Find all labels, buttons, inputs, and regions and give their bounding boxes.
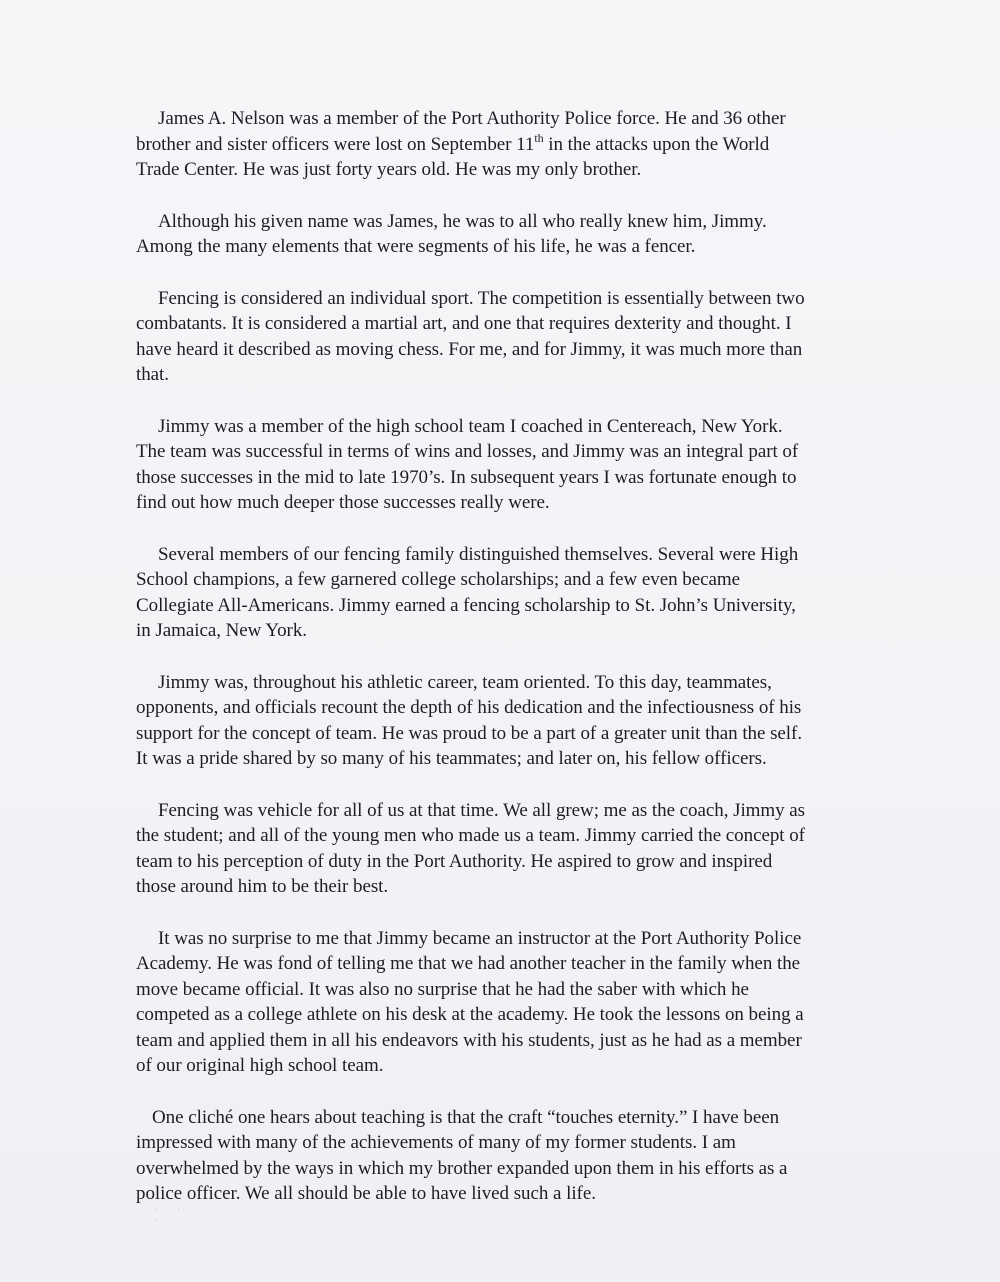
scan-speck: · · · — [155, 1205, 189, 1227]
paragraph-9 — [136, 1105, 850, 1227]
text-line: Several members of our fencing family distinguished themselves. Several were High — [158, 543, 799, 565]
text-line: the student; and all of the young men who made us a team. Jimmy carried the concept of — [136, 825, 805, 846]
text-line: Academy. He was fond of telling me that we had another teacher in the family when the — [136, 953, 801, 974]
text-line: Jimmy was a member of the high school team I coached in Centereach, New York. — [158, 415, 783, 437]
text-line-with-superscript — [136, 132, 850, 158]
text-line: police officer. We all should be able to have lived such a life. — [136, 1183, 596, 1204]
text-line: impressed with many of the achievements of many of my former students. I am — [136, 1132, 736, 1153]
text-line: have heard it described as moving chess. For me, and for Jimmy, it was much more than — [136, 338, 803, 360]
paragraph-7 — [136, 798, 850, 900]
text-line: combatants. It is considered a martial art, and one that requires dexterity and thought. I — [136, 313, 792, 334]
text-segment: in the attacks upon the World — [543, 133, 770, 155]
text-line: Although his given name was James, he was to all who really knew him, Jimmy. — [158, 210, 767, 232]
paragraph-1 — [136, 106, 850, 183]
text-segment: brother and sister officers were lost on September 11 — [136, 133, 535, 155]
text-line: overwhelmed by the ways in which my brother expanded upon them in his efforts as a — [136, 1157, 788, 1179]
text-line: Among the many elements that were segments of his life, he was a fencer. — [136, 236, 696, 257]
ordinal-superscript: th — [534, 130, 544, 145]
paragraph-8 — [136, 926, 850, 1079]
text-line: Fencing is considered an individual sport. The competition is essentially between two — [158, 287, 805, 309]
text-line: School champions, a few garnered college scholarships; and a few even became — [136, 569, 740, 590]
text-line: One cliché one hears about teaching is that the craft “touches eternity.” I have been — [152, 1106, 780, 1128]
text-line: Fencing was vehicle for all of us at that time. We all grew; me as the coach, Jimmy as — [158, 799, 806, 821]
text-line: those successes in the mid to late 1970’s. In subsequent years I was fortunate enough to — [136, 466, 797, 488]
text-line: It was no surprise to me that Jimmy became an instructor at the Port Authority Police — [158, 927, 802, 949]
text-line: move became official. It was also no surprise that he had the saber with which he — [136, 978, 749, 1000]
text-line: support for the concept of team. He was proud to be a part of a greater unit than the self. — [136, 722, 803, 744]
text-line: team and applied them in all his endeavors with his students, just as he had as a member — [136, 1029, 802, 1051]
text-line: those around him to be their best. — [136, 876, 389, 897]
text-line: Trade Center. He was just forty years old. He was my only brother. — [136, 159, 642, 180]
text-line: that. — [136, 364, 169, 385]
text-line: competed as a college athlete on his desk at the academy. He took the lessons on being a — [136, 1004, 804, 1025]
paragraph-3 — [136, 286, 850, 388]
text-line: in Jamaica, New York. — [136, 620, 307, 641]
paragraph-4 — [136, 414, 850, 516]
text-line: opponents, and officials recount the depth of his dedication and the infectiousness of his — [136, 697, 802, 718]
text-line: James A. Nelson was a member of the Port Authority Police force. He and 36 other — [158, 108, 786, 129]
paragraph-2 — [136, 209, 850, 260]
text-line: find out how much deeper those successes really were. — [136, 492, 550, 513]
text-line: Jimmy was, throughout his athletic career, team oriented. To this day, teammates, — [158, 671, 772, 693]
text-line: The team was successful in terms of wins and losses, and Jimmy was an integral part of — [136, 441, 799, 462]
text-line: team to his perception of duty in the Port Authority. He aspired to grow and inspired — [136, 850, 773, 872]
paragraph-5 — [136, 542, 850, 644]
text-line: Collegiate All-Americans. Jimmy earned a fencing scholarship to St. John’s University, — [136, 594, 796, 616]
text-line: It was a pride shared by so many of his teammates; and later on, his fellow officers. — [136, 748, 767, 769]
text-line: of our original high school team. — [136, 1055, 384, 1076]
paragraph-6 — [136, 670, 850, 772]
